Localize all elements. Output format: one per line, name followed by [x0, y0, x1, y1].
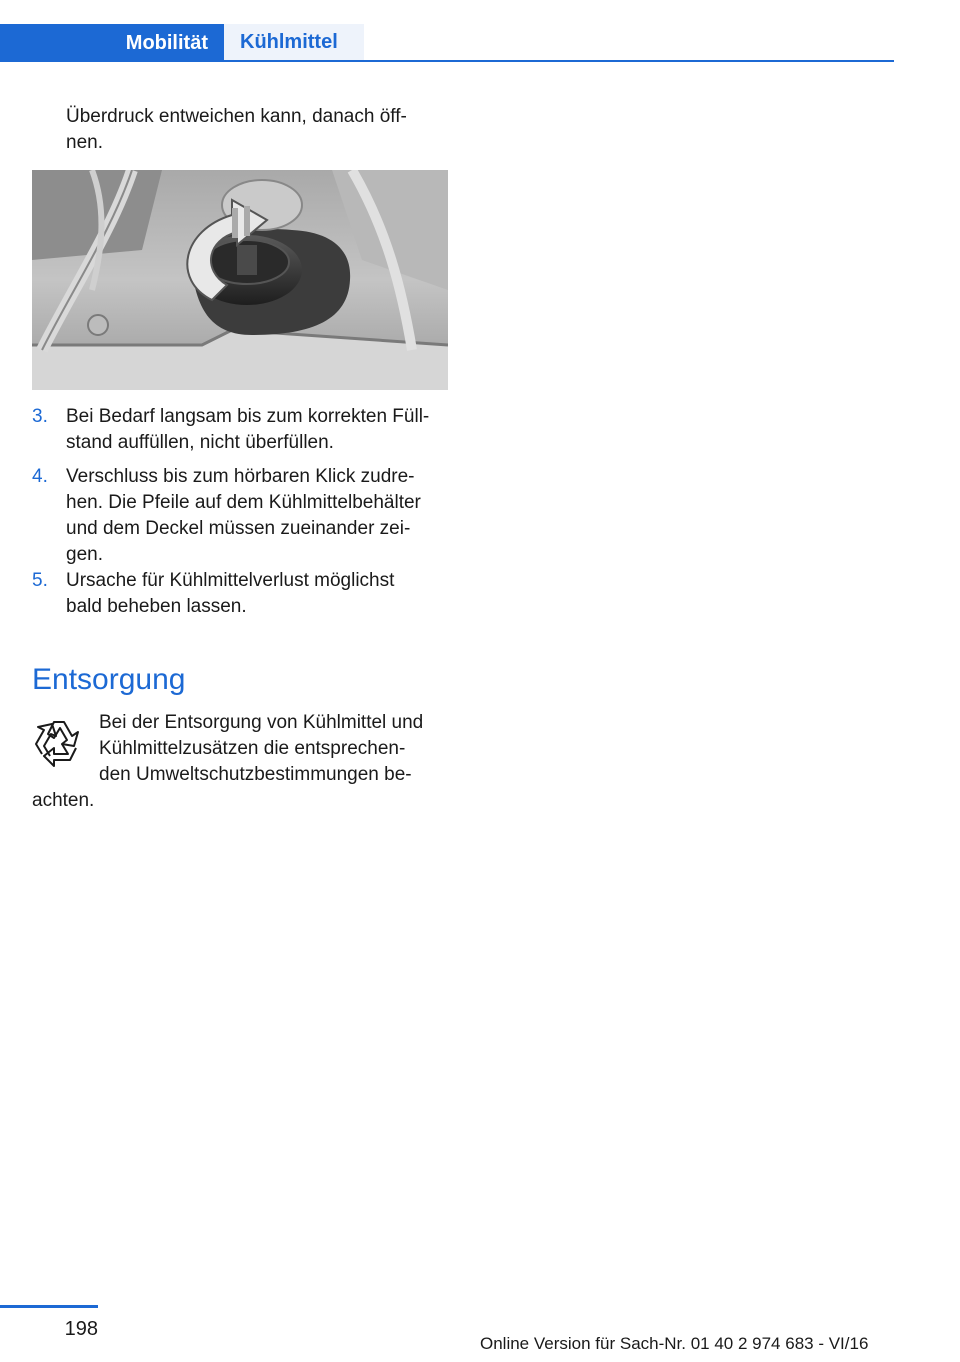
tab-kuehlmittel-label: Kühlmittel	[240, 30, 338, 53]
footer-rule	[0, 1305, 98, 1308]
header-rule	[0, 60, 894, 62]
recycle-icon	[32, 714, 86, 768]
step-4-line-1: Verschluss bis zum hörbaren Klick zudre-	[66, 466, 415, 487]
tab-kuehlmittel[interactable]	[224, 24, 364, 60]
page-number: 198	[64, 1318, 98, 1340]
step-number: 3.	[32, 406, 48, 427]
step-number: 5.	[32, 570, 48, 591]
footer-note: Online Version für Sach-Nr. 01 40 2 974 683 - VI/16	[480, 1334, 869, 1353]
step-3-line-2: stand auffüllen, nicht überfüllen.	[66, 432, 334, 453]
step-3-line-1: Bei Bedarf langsam bis zum korrekten Füll-	[66, 406, 430, 427]
intro-line-2: nen.	[66, 132, 103, 153]
intro-line-1: Überdruck entweichen kann, danach öff-	[66, 106, 407, 127]
section-line-4: achten.	[32, 790, 95, 811]
step-5-line-1: Ursache für Kühlmittelverlust möglichst	[66, 570, 395, 591]
tab-mobilitaet[interactable]	[0, 24, 224, 62]
step-5-line-2: bald beheben lassen.	[66, 596, 247, 617]
step-4-line-3: und dem Deckel müssen zueinander zei-	[66, 518, 411, 539]
section-line-2: Kühlmittelzusätzen die entsprechen-	[99, 738, 406, 759]
section-title: Entsorgung	[32, 663, 186, 696]
step-number: 4.	[32, 466, 48, 487]
section-line-3: den Umweltschutzbestimmungen be-	[99, 764, 412, 785]
section-line-1: Bei der Entsorgung von Kühlmittel und	[99, 712, 424, 733]
step-4-line-4: gen.	[66, 544, 103, 565]
step-4-line-2: hen. Die Pfeile auf dem Kühlmittelbehälter	[66, 492, 421, 513]
tab-mobilitaet-label: Mobilität	[125, 31, 208, 54]
coolant-cap-photo	[32, 170, 448, 390]
